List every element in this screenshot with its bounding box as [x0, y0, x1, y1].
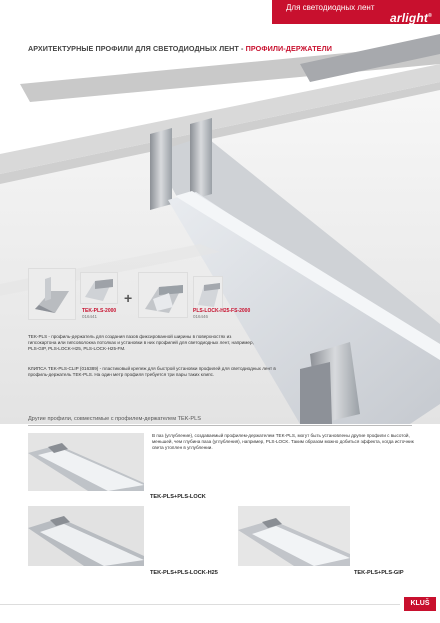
- hero-illustration: [0, 24, 440, 424]
- plus-sign: +: [124, 290, 133, 306]
- description-clip: КЛИПСА TEK-PLS-CLIP (016389) - пластиковый крепеж для быстрой установки профилей для светодиодных лент в профиль-держатель TEK-PLS. На один метр профиля требуется три пары таких клипс.: [28, 366, 276, 378]
- section-divider: [28, 425, 412, 426]
- compat-photo-pls-gip: [238, 506, 350, 566]
- compat-label-3: TEK-PLS+PLS-GIP: [354, 570, 404, 576]
- product-thumb-tek-pls: [28, 268, 76, 320]
- compat-photo-pls-lock-h25: [28, 506, 144, 566]
- compat-label-2: TEK-PLS+PLS-LOCK-H25: [150, 570, 218, 576]
- product-thumb-pls-lock-end: [193, 276, 223, 312]
- product-thumb-pls-lock: [138, 272, 188, 318]
- product-code-1: TEK-PLS-2000: [82, 308, 117, 314]
- header-bar: [0, 0, 440, 24]
- page-title: АРХИТЕКТУРНЫЕ ПРОФИЛИ ДЛЯ СВЕТОДИОДНЫХ ЛЕНТ - ПРОФИЛИ-ДЕРЖАТЕЛИ: [28, 44, 332, 53]
- footer-line: [0, 604, 400, 605]
- description-tek-pls: TEK-PLS - профиль-держатель для создания пазов фиксированной ширины в поверхностях из гипсокартона или гипсоволокна потолках и установки в них профилей для светодиодных лент, например, PLS-GIP, PLS-LOCK-H25, PLS-LOCK-H25-FM.: [28, 334, 254, 352]
- product-thumb-tek-pls-end: [80, 272, 118, 304]
- section-title: Другие профили, совместимые с профилем-держателем TEK-PLS: [28, 416, 201, 422]
- product-code-2: PLS-LOCK-H25-FS-2000: [193, 308, 251, 314]
- description-compat: В паз (углубление), создаваемый профилем-держателем TEK-PLS, могут быть установлены другие профили с высотой, меньшей, чем глубина паза (углубления), например, PLS-LOCK. Таким образом можно добиться эффекта, когда источник света утоплен в углублении.: [152, 433, 414, 451]
- header-category: Для светодиодных лент: [286, 3, 375, 12]
- product-article-2: 016446: [193, 314, 209, 319]
- product-article-1: 016441: [82, 314, 98, 319]
- brand-logo: arlight®: [390, 11, 432, 25]
- compat-photo-pls-lock: [28, 433, 144, 491]
- compat-label-1: TEK-PLS+PLS-LOCK: [150, 494, 206, 500]
- footer-brand: KLUŠ: [404, 597, 436, 611]
